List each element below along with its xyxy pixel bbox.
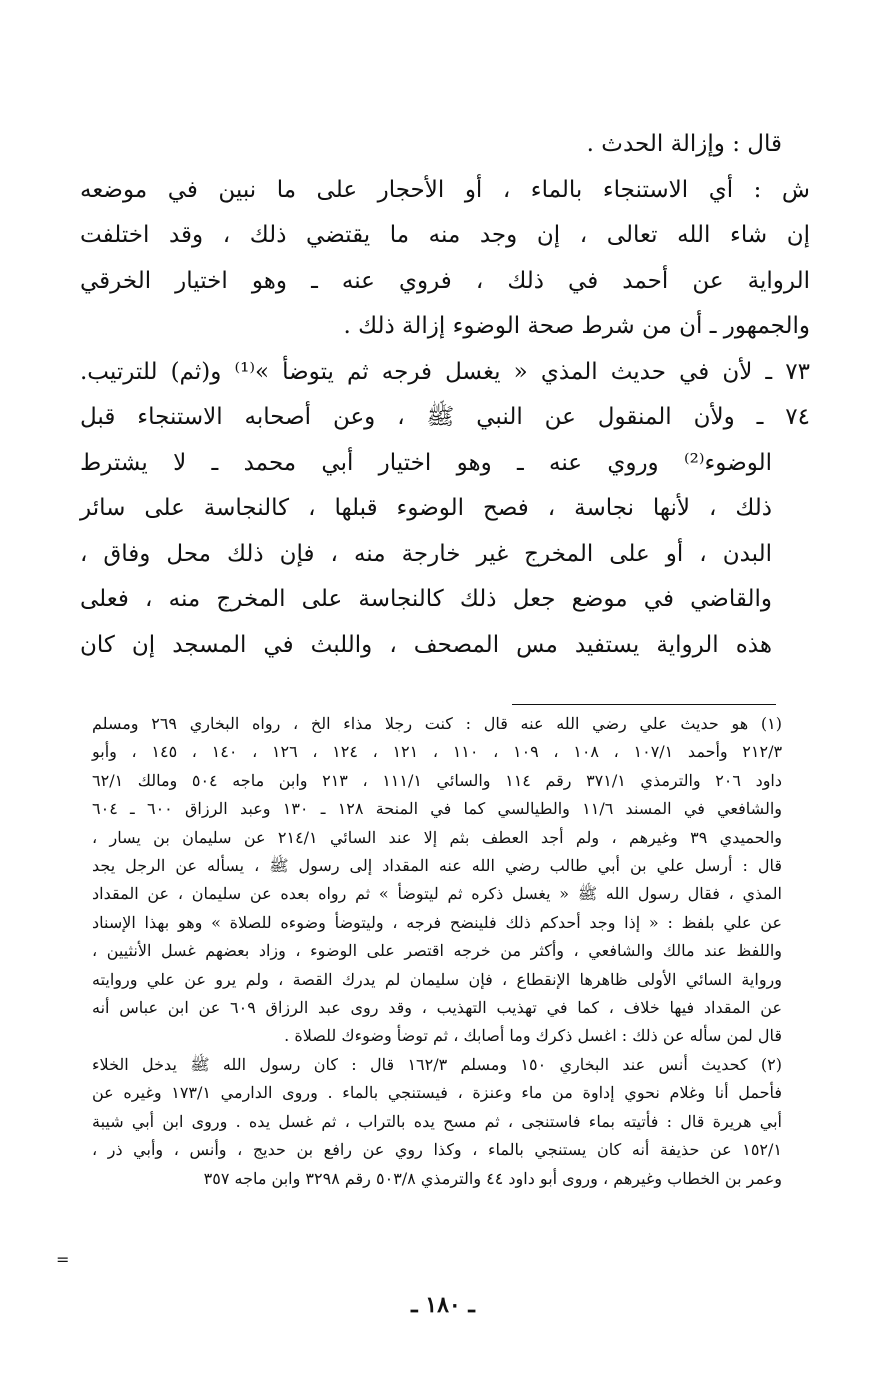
text-line: ش : أي الاستنجاء بالماء ، أو الأحجار على ما نبين في موضعه <box>80 176 810 203</box>
text-line: البدن ، أو على المخرج غير خارجة منه ، فإن ذلك محل وفاق ، <box>80 540 772 567</box>
footnote-separator <box>512 704 776 705</box>
footnote-line: قال : أرسل علي بن أبي طالب رضي الله عنه المقداد إلى رسول ﷺ ، يسأله عن الرجل يجد <box>92 856 782 876</box>
text-line: الوضوء⁽²⁾ وروي عنه ـ وهو اختيار أبي محمد ـ لا يشترط <box>80 449 772 476</box>
footnote-line: أبي هريرة قال : فأتيته بماء فاستنجى ، ثم مسح يده بالتراب ، ثم غسل يده . وروى ابن أبي شيبة <box>92 1111 782 1131</box>
footnote-line: ١٥٢/١ عن حذيفة أنه كان يستنجي بالماء ، وكذا روي عن رافع بن حديج ، وأنس ، وأبي ذر ، <box>92 1140 782 1160</box>
footnote-line: عن المقداد فيها خلاف ، كما في تهذيب التهذيب ، وقد روى عبد الرزاق ٦٠٩ عن ابن عباس أنه <box>92 998 783 1018</box>
main-text <box>80 122 810 668</box>
text-line: ذلك ، لأنها نجاسة ، فصح الوضوء قبلها ، كالنجاسة على سائر <box>80 495 772 521</box>
page-number: ـ ١٨٠ ـ <box>411 1292 475 1318</box>
footnote-line: قال لمن سأله عن ذلك : اغسل ذكرك وما أصابك ، ثم توضأ وضوءك للصلاة . <box>284 1026 782 1046</box>
text-line: إن شاء الله تعالى ، إن وجد منه ما يقتضي ذلك ، وقد اختلفت <box>80 222 810 248</box>
footnote-line: (٢) كحديث أنس عند البخاري ١٥٠ ومسلم ١٦٢/٣ قال : كان رسول الله ﷺ يدخل الخلاء <box>92 1054 783 1074</box>
text-line: ٧٤ ـ ولأن المنقول عن النبي ﷺ ، وعن أصحابه الاستنجاء قبل <box>80 404 810 430</box>
footnote-line: عن علي بلفظ : « إذا وجد أحدكم ذلك فلينضح فرجه ، وليتوضأ وضوءه للصلاة » وهو بهذا الإسناد <box>92 912 782 932</box>
text-line: والقاضي في موضع جعل ذلك كالنجاسة على المخرج منه ، فعلى <box>80 586 772 612</box>
footnote-line: داود ٢٠٦ والترمذي ٣٧١/١ رقم ١١٤ والسائي ١١١/١ ، ٢١٣ وابن ماجه ٥٠٤ ومالك ٦٢/١ <box>92 770 782 790</box>
footnote-line: (١) هو حديث علي رضي الله عنه قال : كنت رجلا مذاء الخ ، رواه البخاري ٢٦٩ ومسلم <box>92 714 782 733</box>
footnote-line: والحميدي ٣٩ وغيرهم ، ولم أجد العطف بثم إلا عند السائي ٢١٤/١ عن سليمان بن يسار ، <box>92 827 782 847</box>
footnote-line: وعمر بن الخطاب وغيرهم ، وروى أبو داود ٤٤ والترمذي ٥٠٣/٨ رقم ٣٢٩٨ وابن ماجه ٣٥٧ <box>203 1168 782 1188</box>
footnote-line: واللفظ عند مالك والشافعي ، وأكثر من خرجه اقتصر على الوضوء ، وزاد بعضهم غسل الأنثيين ، <box>92 941 782 961</box>
footnote-line: ٢١٢/٣ وأحمد ١٠٧/١ ، ١٠٨ ، ١٠٩ ، ١١٠ ، ١٢١ ، ١٢٤ ، ١٢٦ ، ١٤٠ ، ١٤٥ ، وأبو <box>92 742 783 762</box>
text-line: هذه الرواية يستفيد مس المصحف ، واللبث في المسجد إن كان <box>80 631 772 658</box>
footnote-line: المذي ، فقال رسول الله ﷺ « يغسل ذكره ثم ليتوضأ » ثم رواه بعده عن سليمان ، عن المقداد <box>92 884 782 904</box>
text-line: قال : وإزالة الحدث . <box>586 131 782 157</box>
text-line: الرواية عن أحمد في ذلك ، فروي عنه ـ وهو اختيار الخرقي <box>80 267 810 294</box>
footnotes <box>92 710 782 1193</box>
footnote-line: ورواية السائي الأولى ظاهرها الإنقطاع ، فإن سليمان لم يدرك القصة ، ولم يرو عن علي وروايته <box>92 969 782 989</box>
footnote-line: فأحمل أنا وغلام نحوي إداوة من ماء وعنزة ، فيستنجي بالماء . وروى الدارمي ١٧٣/١ وغيره عن <box>92 1083 782 1103</box>
footnote-line: والشافعي في المسند ١١/٦ والطيالسي كما في المنحة ١٢٨ ـ ١٣٠ وعبد الرزاق ٦٠٠ ـ ٦٠٤ <box>92 799 782 819</box>
text-line: ٧٣ ـ لأن في حديث المذي « يغسل فرجه ثم يتوضأ »⁽¹⁾ و(ثم) للترتيب. <box>80 358 810 385</box>
continuation-mark: = <box>56 1250 70 1269</box>
text-line: والجمهور ـ أن من شرط صحة الوضوء إزالة ذلك . <box>343 313 810 339</box>
